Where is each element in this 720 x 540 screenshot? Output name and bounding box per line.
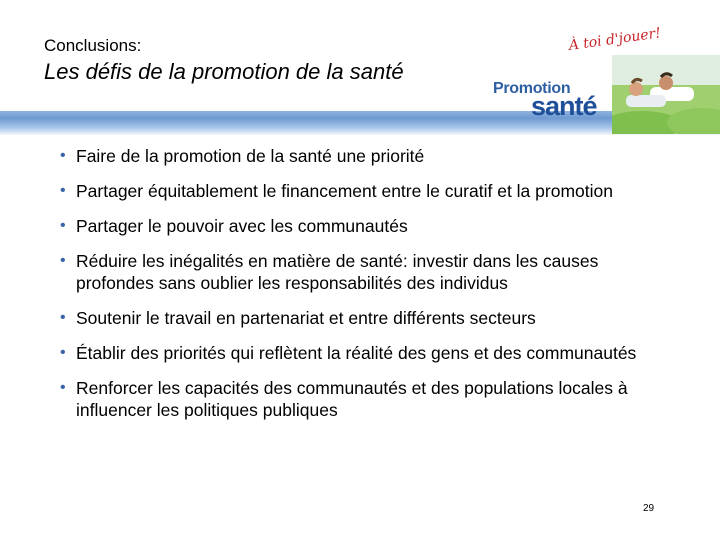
list-item <box>58 377 678 421</box>
list-item <box>58 145 678 167</box>
bullet-dot-icon: • <box>60 252 66 269</box>
bullet-dot-icon: • <box>60 217 66 234</box>
list-item <box>58 307 678 329</box>
bullet-dot-icon: • <box>60 379 66 396</box>
bullet-text: Renforcer les capacités des communautés et des populations locales à influencer les politiques publiques <box>76 378 628 420</box>
slide-title: Les défis de la promotion de la santé <box>44 59 404 84</box>
bullet-text: Partager équitablement le financement entre le curatif et la promotion <box>76 181 613 201</box>
list-item <box>58 250 678 294</box>
bullet-text: Partager le pouvoir avec les communautés <box>76 216 408 236</box>
header-kicker: Conclusions: <box>44 36 142 55</box>
logo-word-promotion: Promotion <box>493 80 571 97</box>
bullet-dot-icon: • <box>60 344 66 361</box>
page-number: 29 <box>643 503 655 514</box>
logo-photo-image <box>612 55 720 134</box>
bullet-list <box>58 145 678 434</box>
list-item <box>58 180 678 202</box>
bullet-text: Faire de la promotion de la santé une priorité <box>76 146 425 166</box>
bullet-text: Soutenir le travail en partenariat et entre différents secteurs <box>76 308 536 328</box>
list-item <box>58 215 678 237</box>
logo-word-sante: santé <box>531 91 597 121</box>
list-item <box>58 342 678 364</box>
bullet-dot-icon: • <box>60 182 66 199</box>
bullet-dot-icon: • <box>60 147 66 164</box>
bullet-text: Établir des priorités qui reflètent la réalité des gens et des communautés <box>76 343 637 363</box>
bullet-text: Réduire les inégalités en matière de santé: investir dans les causes profondes sans oublier les responsabilités des individus <box>76 251 599 293</box>
logo-tagline: À toi d'jouer! <box>567 25 662 54</box>
bullet-dot-icon: • <box>60 309 66 326</box>
promotion-sante-logo <box>486 25 720 140</box>
